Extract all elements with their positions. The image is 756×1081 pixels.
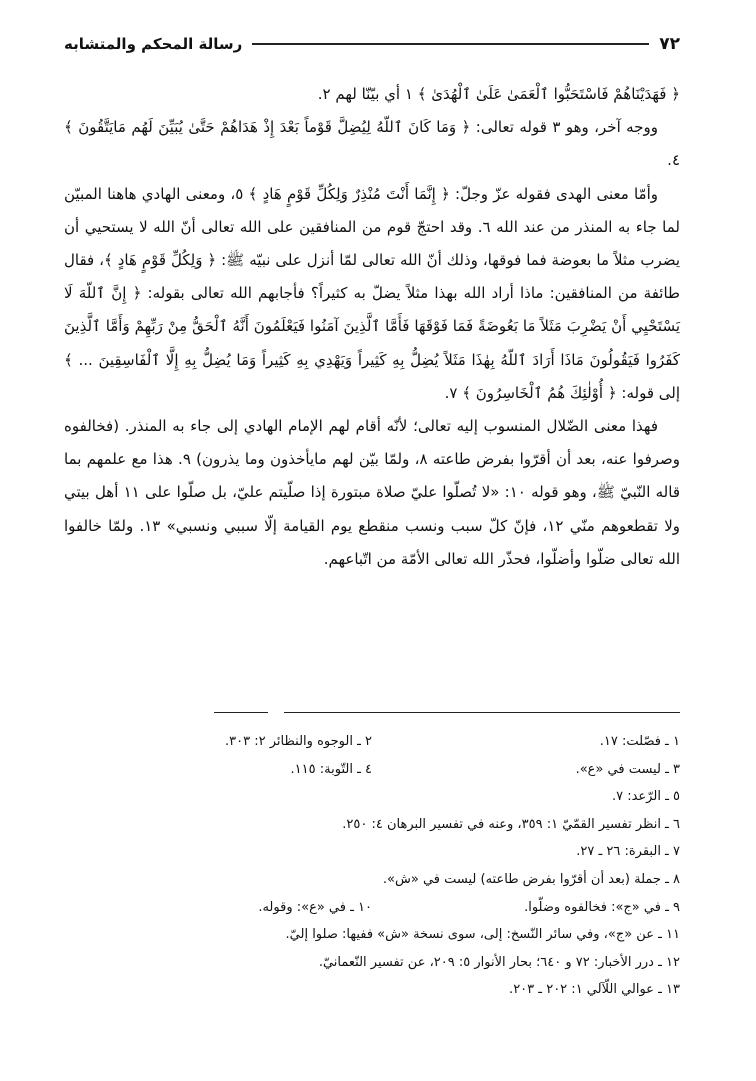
page-number: ٧٢ [659,34,680,54]
footnote: ٦ ـ انظر تفسير القمّيّ ١: ٣٥٩، وعنه في تفسير البرهان ٤: ٢٥٠. [342,816,680,832]
footnote: ٢ ـ الوجوه والنظائر ٢: ٣٠٣. [225,734,372,749]
footnote-row [64,976,680,1004]
footnote: ١٠ ـ في «ع»: وقوله. [258,899,372,915]
footnote-rule-short [214,712,268,713]
footnote: ٨ ـ جملة (بعد أن أقرّوا بفرض طاعته) ليست في «ش». [382,871,680,887]
footnote: ٩ ـ في «ج»: فخالفوه وضلّوا. [524,899,680,915]
paragraph: ووجه آخر، وهو ٣ قوله تعالى: ﴿ وَمَا كَانَ ٱللّهُ لِيُضِلَّ قَوْماً بَعْدَ إِذْ هَدَاهُمْ حَتَّىٰ يُبَيِّنَ لَهُم مَايَتَّقُونَ ﴾ ٤. [64,118,680,170]
footnote-row [64,949,680,977]
footnote: ٥ ـ الرّعد: ٧. [611,789,680,805]
footnote-row [64,866,680,894]
footnote-rule [284,712,680,713]
footnote: ٤ ـ التّوبة: ١١٥. [290,761,372,777]
footnote-row [64,728,680,756]
main-text [64,78,680,576]
running-header [64,30,680,58]
footnote: ١٢ ـ درر الأخبار: ٧٢ و ٦٤٠؛ بحار الأنوار ٥: ٢٠٩، عن تفسير النّعمانيّ. [318,954,680,970]
footnote: ١١ ـ عن «ج»، وفي سائر النّسخ: إلى، سوى نسخة «ش» ففيها: صلوا إليّ. [285,927,680,943]
paragraph: وأمّا معنى الهدى فقوله عزّ وجلّ: ﴿ إِنَّمَا أَنْتَ مُنْذِرٌ وَلِكُلِّ قَوْمٍ هَادٍ ﴾ ٥، ومعنى الهادي هاهنا المبيّن لما جاء به المنذر من عند الله ٦. وقد احتجّ قوم من المنافقين على الله تعالى أنّ الله لا يستحيي أن يضرب مثلاً ما بعوضة فما فوقها، وذلك أنّ الله تعالى لمّا أنزل على نبيّه ﷺ: ﴿ وَلِكُلِّ قَوْمٍ هَادٍ ﴾، فقال طائفة من المنافقين: ماذا أراد الله بهذا مثلاً يضلّ به كثيراً؟ فأجابهم الله تعالى بقوله: ﴿ إِنَّ ٱللّهَ لَا يَسْتَحْيِي أَنْ يَضْرِبَ مَثَلاً مَا بَعُوضَةً فَمَا فَوْقَهَا فَأَمَّا ٱلَّذِينَ آمَنُوا فَيَعْلَمُونَ أَنَّهُ ٱلْحَقُّ مِنْ رَبِّهِمْ وَأَمَّا ٱلَّذِينَ كَفَرُوا فَيَقُولُونَ مَاذَا أَرَادَ ٱللّهُ بِهٰذَا مَثَلاً يُضِلُّ بِهِ كَثِيراً وَيَهْدِي بِهِ كَثِيراً وَمَا يُضِلُّ بِهِ إِلَّا ٱلْفَاسِقِينَ ... ﴾ إلى قوله: ﴿ أُوْلٰئِكَ هُمُ ٱلْخَاسِرُونَ ﴾ ٧. [64,184,680,402]
footnote: ٣ ـ ليست في «ع». [575,761,680,777]
footnote: ٧ ـ البقرة: ٢٦ ـ ٢٧. [576,844,680,860]
footnote-row [64,894,680,922]
footnote: ١ ـ فصّلت: ١٧. [599,734,680,749]
footnotes [64,728,680,1004]
paragraph: فهذا معنى الضّلال المنسوب إليه تعالى؛ لأنّه أقام لهم الإمام الهادي إلى جاء به المنذر. (فخالفوه وصرفوا عنه، بعد أن أقرّوا بفرض طاعته ٨، ولمّا بيّن لهم مايأخذون وما يذرون) ٩. هذا مع علمهم بما قاله النّبيّ ﷺ، وهو قوله ١٠: «لا تُصلّوا عليّ صلاة مبتورة إذا صلّيتم عليّ، بل صلّوا على ١١ أهل بيتي ولا تقطعوهم منّي ١٢، فإنّ كلّ سبب ونسب منقطع يوم القيامة إلّا سببي ونسبي» ١٣. ولمّا خالفوا الله تعالى ضلّوا وأضلّوا، فحذّر الله تعالى الأمّة من اتّباعهم. [64,417,681,568]
footnote-separator [64,712,680,716]
book-title: رسالة المحكم والمتشابه [64,35,243,53]
footnote-row [64,783,680,811]
footnote: ١٣ ـ عوالي اللّآلي ١: ٢٠٢ ـ ٢٠٣. [509,982,680,998]
footnote-row [64,756,680,784]
footnote-row [64,921,680,949]
paragraph: ﴿ فَهَدَيْنَاهُمْ فَاسْتَحَبُّوا ٱلْعَمَىٰ عَلَىٰ ٱلْهُدَىٰ ﴾ ١ أي بيّنّا لهم ٢. [317,85,680,103]
footnote-row [64,811,680,839]
footnote-row [64,838,680,866]
header-rule [252,43,649,45]
